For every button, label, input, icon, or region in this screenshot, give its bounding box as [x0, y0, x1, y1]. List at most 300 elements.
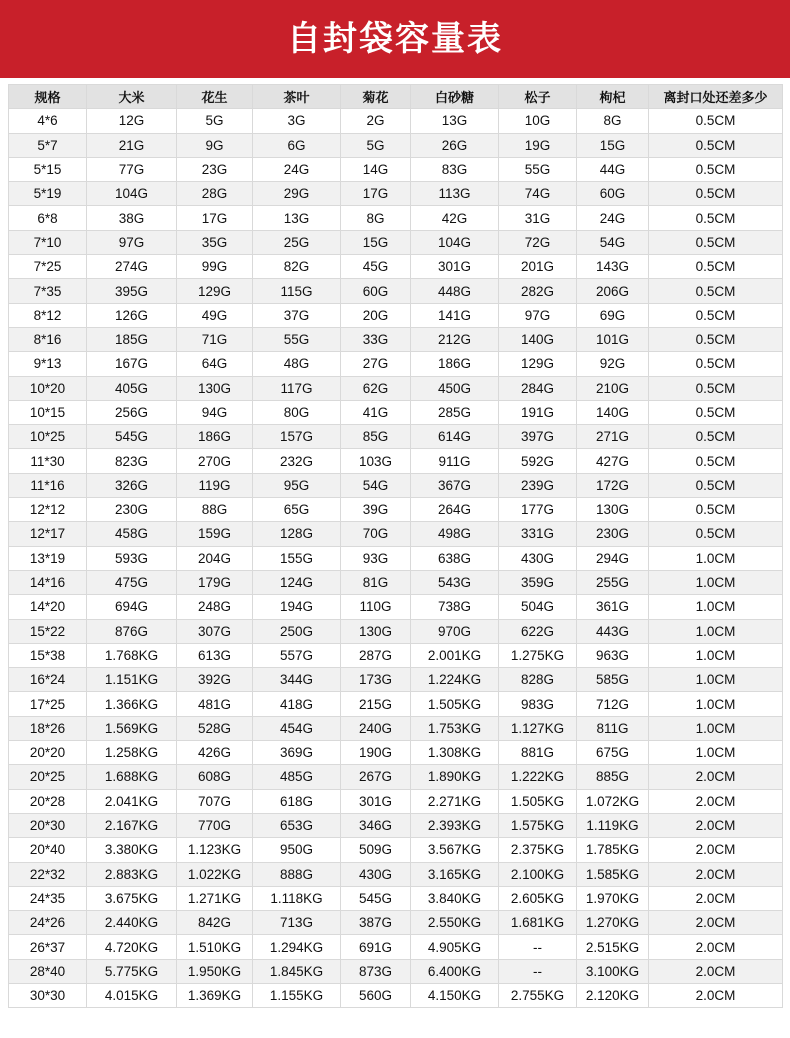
table-cell: 1.151KG [87, 668, 177, 692]
table-cell: 0.5CM [649, 352, 783, 376]
table-cell: 177G [499, 498, 577, 522]
table-cell: 1.950KG [177, 959, 253, 983]
spec-cell: 17*25 [9, 692, 87, 716]
table-cell: 4.015KG [87, 983, 177, 1007]
table-row [9, 911, 783, 935]
table-cell: 653G [253, 813, 341, 837]
table-cell: 0.5CM [649, 498, 783, 522]
table-cell: 129G [177, 279, 253, 303]
spec-cell: 12*17 [9, 522, 87, 546]
spec-cell: 8*16 [9, 327, 87, 351]
table-cell: 528G [177, 716, 253, 740]
table-cell: 201G [499, 255, 577, 279]
table-cell: 9G [177, 133, 253, 157]
table-cell: 130G [177, 376, 253, 400]
table-cell: 675G [577, 741, 649, 765]
table-cell: 1.366KG [87, 692, 177, 716]
table-cell: 1.890KG [411, 765, 499, 789]
table-cell: 54G [577, 230, 649, 254]
table-row [9, 376, 783, 400]
table-cell: 44G [577, 157, 649, 181]
table-cell: 691G [341, 935, 411, 959]
table-cell: 1.123KG [177, 838, 253, 862]
table-cell: 1.275KG [499, 643, 577, 667]
table-cell: 0.5CM [649, 400, 783, 424]
table-cell: 126G [87, 303, 177, 327]
table-cell: 0.5CM [649, 376, 783, 400]
table-cell: 0.5CM [649, 157, 783, 181]
spec-cell: 5*15 [9, 157, 87, 181]
table-cell: 10G [499, 109, 577, 133]
table-cell: 618G [253, 789, 341, 813]
table-cell: 77G [87, 157, 177, 181]
table-cell: 2.0CM [649, 813, 783, 837]
table-cell: 1.0CM [649, 570, 783, 594]
table-row [9, 230, 783, 254]
table-cell: 498G [411, 522, 499, 546]
table-cell: 157G [253, 425, 341, 449]
table-row [9, 498, 783, 522]
column-header: 规格 [9, 85, 87, 109]
table-row [9, 643, 783, 667]
table-cell: 255G [577, 570, 649, 594]
table-cell: 1.0CM [649, 692, 783, 716]
table-cell: 13G [411, 109, 499, 133]
table-cell: 140G [577, 400, 649, 424]
table-row [9, 716, 783, 740]
table-cell: 876G [87, 619, 177, 643]
table-body [9, 109, 783, 1008]
spec-cell: 8*12 [9, 303, 87, 327]
table-cell: 186G [177, 425, 253, 449]
table-cell: 454G [253, 716, 341, 740]
table-cell: 110G [341, 595, 411, 619]
table-cell: 70G [341, 522, 411, 546]
table-cell: 2.100KG [499, 862, 577, 886]
table-cell: 1.0CM [649, 741, 783, 765]
table-cell: 94G [177, 400, 253, 424]
column-header: 离封口处还差多少 [649, 85, 783, 109]
table-cell: 191G [499, 400, 577, 424]
table-cell: 885G [577, 765, 649, 789]
table-cell: 1.119KG [577, 813, 649, 837]
table-cell: 0.5CM [649, 109, 783, 133]
table-cell: 1.022KG [177, 862, 253, 886]
table-cell: 301G [341, 789, 411, 813]
table-cell: 359G [499, 570, 577, 594]
table-cell: 0.5CM [649, 425, 783, 449]
spec-cell: 18*26 [9, 716, 87, 740]
table-cell: 1.127KG [499, 716, 577, 740]
table-cell: 2.755KG [499, 983, 577, 1007]
table-cell: 1.585KG [577, 862, 649, 886]
table-cell: 1.270KG [577, 911, 649, 935]
table-cell: -- [499, 935, 577, 959]
spec-cell: 12*12 [9, 498, 87, 522]
table-row [9, 425, 783, 449]
table-cell: 888G [253, 862, 341, 886]
table-cell: 543G [411, 570, 499, 594]
table-cell: 3.165KG [411, 862, 499, 886]
table-cell: 608G [177, 765, 253, 789]
table-cell: 33G [341, 327, 411, 351]
table-cell: 282G [499, 279, 577, 303]
table-row [9, 352, 783, 376]
table-cell: 0.5CM [649, 279, 783, 303]
table-cell: 430G [499, 546, 577, 570]
table-cell: 80G [253, 400, 341, 424]
table-cell: 2.0CM [649, 862, 783, 886]
table-cell: 239G [499, 473, 577, 497]
column-header: 茶叶 [253, 85, 341, 109]
table-cell: 29G [253, 182, 341, 206]
table-row [9, 789, 783, 813]
table-cell: 1.505KG [411, 692, 499, 716]
table-row [9, 255, 783, 279]
table-cell: 1.505KG [499, 789, 577, 813]
table-cell: 707G [177, 789, 253, 813]
table-cell: 475G [87, 570, 177, 594]
table-cell: 88G [177, 498, 253, 522]
table-row [9, 303, 783, 327]
spec-cell: 20*28 [9, 789, 87, 813]
table-cell: 49G [177, 303, 253, 327]
table-cell: 167G [87, 352, 177, 376]
table-cell: 1.0CM [649, 595, 783, 619]
table-cell: 143G [577, 255, 649, 279]
table-cell: 1.0CM [649, 546, 783, 570]
spec-cell: 20*20 [9, 741, 87, 765]
table-cell: 6.400KG [411, 959, 499, 983]
table-cell: 284G [499, 376, 577, 400]
table-cell: 450G [411, 376, 499, 400]
table-cell: 172G [577, 473, 649, 497]
table-cell: -- [499, 959, 577, 983]
table-row [9, 546, 783, 570]
table-row [9, 570, 783, 594]
spec-cell: 5*19 [9, 182, 87, 206]
table-cell: 159G [177, 522, 253, 546]
table-cell: 104G [87, 182, 177, 206]
spec-cell: 14*20 [9, 595, 87, 619]
table-cell: 1.768KG [87, 643, 177, 667]
table-cell: 0.5CM [649, 449, 783, 473]
table-cell: 950G [253, 838, 341, 862]
spec-cell: 20*25 [9, 765, 87, 789]
spec-cell: 9*13 [9, 352, 87, 376]
table-cell: 28G [177, 182, 253, 206]
column-header: 枸杞 [577, 85, 649, 109]
table-cell: 92G [577, 352, 649, 376]
table-cell: 4.720KG [87, 935, 177, 959]
table-cell: 206G [577, 279, 649, 303]
table-cell: 3.840KG [411, 886, 499, 910]
table-cell: 97G [499, 303, 577, 327]
table-cell: 264G [411, 498, 499, 522]
table-cell: 622G [499, 619, 577, 643]
spec-cell: 24*26 [9, 911, 87, 935]
table-cell: 458G [87, 522, 177, 546]
table-row [9, 838, 783, 862]
table-cell: 426G [177, 741, 253, 765]
table-cell: 155G [253, 546, 341, 570]
table-cell: 0.5CM [649, 255, 783, 279]
table-cell: 395G [87, 279, 177, 303]
table-cell: 823G [87, 449, 177, 473]
table-cell: 0.5CM [649, 522, 783, 546]
table-cell: 1.308KG [411, 741, 499, 765]
table-cell: 485G [253, 765, 341, 789]
table-cell: 19G [499, 133, 577, 157]
table-cell: 38G [87, 206, 177, 230]
title-banner [0, 0, 790, 78]
table-cell: 1.0CM [649, 716, 783, 740]
table-cell: 24G [253, 157, 341, 181]
table-cell: 509G [341, 838, 411, 862]
table-cell: 65G [253, 498, 341, 522]
table-cell: 3.675KG [87, 886, 177, 910]
table-cell: 369G [253, 741, 341, 765]
table-cell: 2.271KG [411, 789, 499, 813]
table-row [9, 279, 783, 303]
table-cell: 1.753KG [411, 716, 499, 740]
table-cell: 113G [411, 182, 499, 206]
table-row [9, 935, 783, 959]
table-cell: 15G [577, 133, 649, 157]
table-cell: 93G [341, 546, 411, 570]
table-cell: 2.0CM [649, 838, 783, 862]
table-cell: 392G [177, 668, 253, 692]
table-cell: 274G [87, 255, 177, 279]
table-cell: 1.0CM [649, 668, 783, 692]
table-cell: 128G [253, 522, 341, 546]
table-cell: 387G [341, 911, 411, 935]
table-cell: 1.785KG [577, 838, 649, 862]
table-cell: 115G [253, 279, 341, 303]
table-cell: 2.0CM [649, 789, 783, 813]
table-cell: 85G [341, 425, 411, 449]
table-row [9, 157, 783, 181]
table-row [9, 473, 783, 497]
spec-cell: 24*35 [9, 886, 87, 910]
table-cell: 14G [341, 157, 411, 181]
table-cell: 2.001KG [411, 643, 499, 667]
table-cell: 64G [177, 352, 253, 376]
table-cell: 267G [341, 765, 411, 789]
table-row [9, 813, 783, 837]
table-cell: 3.100KG [577, 959, 649, 983]
table-cell: 204G [177, 546, 253, 570]
spec-cell: 7*35 [9, 279, 87, 303]
table-cell: 25G [253, 230, 341, 254]
spec-cell: 11*16 [9, 473, 87, 497]
table-cell: 190G [341, 741, 411, 765]
table-cell: 41G [341, 400, 411, 424]
table-cell: 397G [499, 425, 577, 449]
table-cell: 270G [177, 449, 253, 473]
spec-cell: 28*40 [9, 959, 87, 983]
table-cell: 307G [177, 619, 253, 643]
table-cell: 3.380KG [87, 838, 177, 862]
table-cell: 2.0CM [649, 959, 783, 983]
table-cell: 0.5CM [649, 230, 783, 254]
table-row [9, 741, 783, 765]
table-cell: 1.688KG [87, 765, 177, 789]
table-cell: 1.294KG [253, 935, 341, 959]
table-cell: 418G [253, 692, 341, 716]
table-cell: 31G [499, 206, 577, 230]
table-cell: 81G [341, 570, 411, 594]
table-cell: 230G [87, 498, 177, 522]
table-cell: 287G [341, 643, 411, 667]
table-cell: 983G [499, 692, 577, 716]
table-cell: 3G [253, 109, 341, 133]
table-row [9, 668, 783, 692]
table-cell: 3.567KG [411, 838, 499, 862]
spec-cell: 7*10 [9, 230, 87, 254]
table-cell: 1.271KG [177, 886, 253, 910]
table-cell: 5G [341, 133, 411, 157]
table-cell: 593G [87, 546, 177, 570]
table-cell: 0.5CM [649, 206, 783, 230]
table-cell: 504G [499, 595, 577, 619]
table-cell: 95G [253, 473, 341, 497]
table-cell: 1.510KG [177, 935, 253, 959]
table-cell: 448G [411, 279, 499, 303]
table-cell: 185G [87, 327, 177, 351]
table-cell: 970G [411, 619, 499, 643]
table-cell: 0.5CM [649, 133, 783, 157]
table-cell: 12G [87, 109, 177, 133]
table-cell: 361G [577, 595, 649, 619]
table-row [9, 109, 783, 133]
table-cell: 8G [577, 109, 649, 133]
table-row [9, 400, 783, 424]
table-cell: 21G [87, 133, 177, 157]
spec-cell: 15*22 [9, 619, 87, 643]
spec-cell: 30*30 [9, 983, 87, 1007]
table-cell: 240G [341, 716, 411, 740]
table-cell: 119G [177, 473, 253, 497]
table-cell: 4.905KG [411, 935, 499, 959]
table-cell: 2.041KG [87, 789, 177, 813]
table-cell: 39G [341, 498, 411, 522]
table-cell: 1.0CM [649, 643, 783, 667]
table-cell: 141G [411, 303, 499, 327]
table-cell: 430G [341, 862, 411, 886]
table-row [9, 886, 783, 910]
table-cell: 124G [253, 570, 341, 594]
table-cell: 250G [253, 619, 341, 643]
table-cell: 613G [177, 643, 253, 667]
table-cell: 194G [253, 595, 341, 619]
table-cell: 2.393KG [411, 813, 499, 837]
table-cell: 5G [177, 109, 253, 133]
table-cell: 0.5CM [649, 473, 783, 497]
table-cell: 62G [341, 376, 411, 400]
table-cell: 27G [341, 352, 411, 376]
table-cell: 13G [253, 206, 341, 230]
table-row [9, 206, 783, 230]
capacity-table-container [8, 84, 782, 1008]
table-cell: 712G [577, 692, 649, 716]
table-cell: 285G [411, 400, 499, 424]
spec-cell: 14*16 [9, 570, 87, 594]
table-cell: 2.0CM [649, 983, 783, 1007]
table-cell: 42G [411, 206, 499, 230]
table-cell: 2.120KG [577, 983, 649, 1007]
table-cell: 15G [341, 230, 411, 254]
table-cell: 346G [341, 813, 411, 837]
table-cell: 694G [87, 595, 177, 619]
page-title: 自封袋容量表 [287, 19, 503, 59]
table-cell: 17G [341, 182, 411, 206]
table-cell: 97G [87, 230, 177, 254]
spec-cell: 15*38 [9, 643, 87, 667]
table-cell: 2.550KG [411, 911, 499, 935]
table-cell: 2.375KG [499, 838, 577, 862]
table-cell: 443G [577, 619, 649, 643]
spec-cell: 7*25 [9, 255, 87, 279]
table-cell: 248G [177, 595, 253, 619]
table-cell: 557G [253, 643, 341, 667]
table-cell: 117G [253, 376, 341, 400]
table-cell: 215G [341, 692, 411, 716]
table-cell: 2.440KG [87, 911, 177, 935]
table-cell: 614G [411, 425, 499, 449]
table-cell: 301G [411, 255, 499, 279]
table-cell: 963G [577, 643, 649, 667]
table-cell: 592G [499, 449, 577, 473]
column-header: 松子 [499, 85, 577, 109]
table-row [9, 983, 783, 1007]
table-cell: 1.681KG [499, 911, 577, 935]
spec-cell: 22*32 [9, 862, 87, 886]
table-cell: 0.5CM [649, 303, 783, 327]
table-cell: 101G [577, 327, 649, 351]
table-cell: 545G [341, 886, 411, 910]
table-cell: 37G [253, 303, 341, 327]
table-cell: 23G [177, 157, 253, 181]
table-cell: 1.575KG [499, 813, 577, 837]
table-cell: 20G [341, 303, 411, 327]
table-cell: 481G [177, 692, 253, 716]
table-cell: 0.5CM [649, 327, 783, 351]
table-cell: 828G [499, 668, 577, 692]
spec-cell: 16*24 [9, 668, 87, 692]
table-row [9, 862, 783, 886]
table-cell: 811G [577, 716, 649, 740]
spec-cell: 26*37 [9, 935, 87, 959]
table-row [9, 595, 783, 619]
table-cell: 103G [341, 449, 411, 473]
table-cell: 55G [253, 327, 341, 351]
column-header: 大米 [87, 85, 177, 109]
table-cell: 72G [499, 230, 577, 254]
spec-cell: 10*20 [9, 376, 87, 400]
spec-cell: 13*19 [9, 546, 87, 570]
table-cell: 130G [577, 498, 649, 522]
table-cell: 35G [177, 230, 253, 254]
table-cell: 232G [253, 449, 341, 473]
table-cell: 129G [499, 352, 577, 376]
column-header: 菊花 [341, 85, 411, 109]
table-cell: 186G [411, 352, 499, 376]
table-cell: 5.775KG [87, 959, 177, 983]
table-row [9, 522, 783, 546]
table-row [9, 765, 783, 789]
table-cell: 1.845KG [253, 959, 341, 983]
